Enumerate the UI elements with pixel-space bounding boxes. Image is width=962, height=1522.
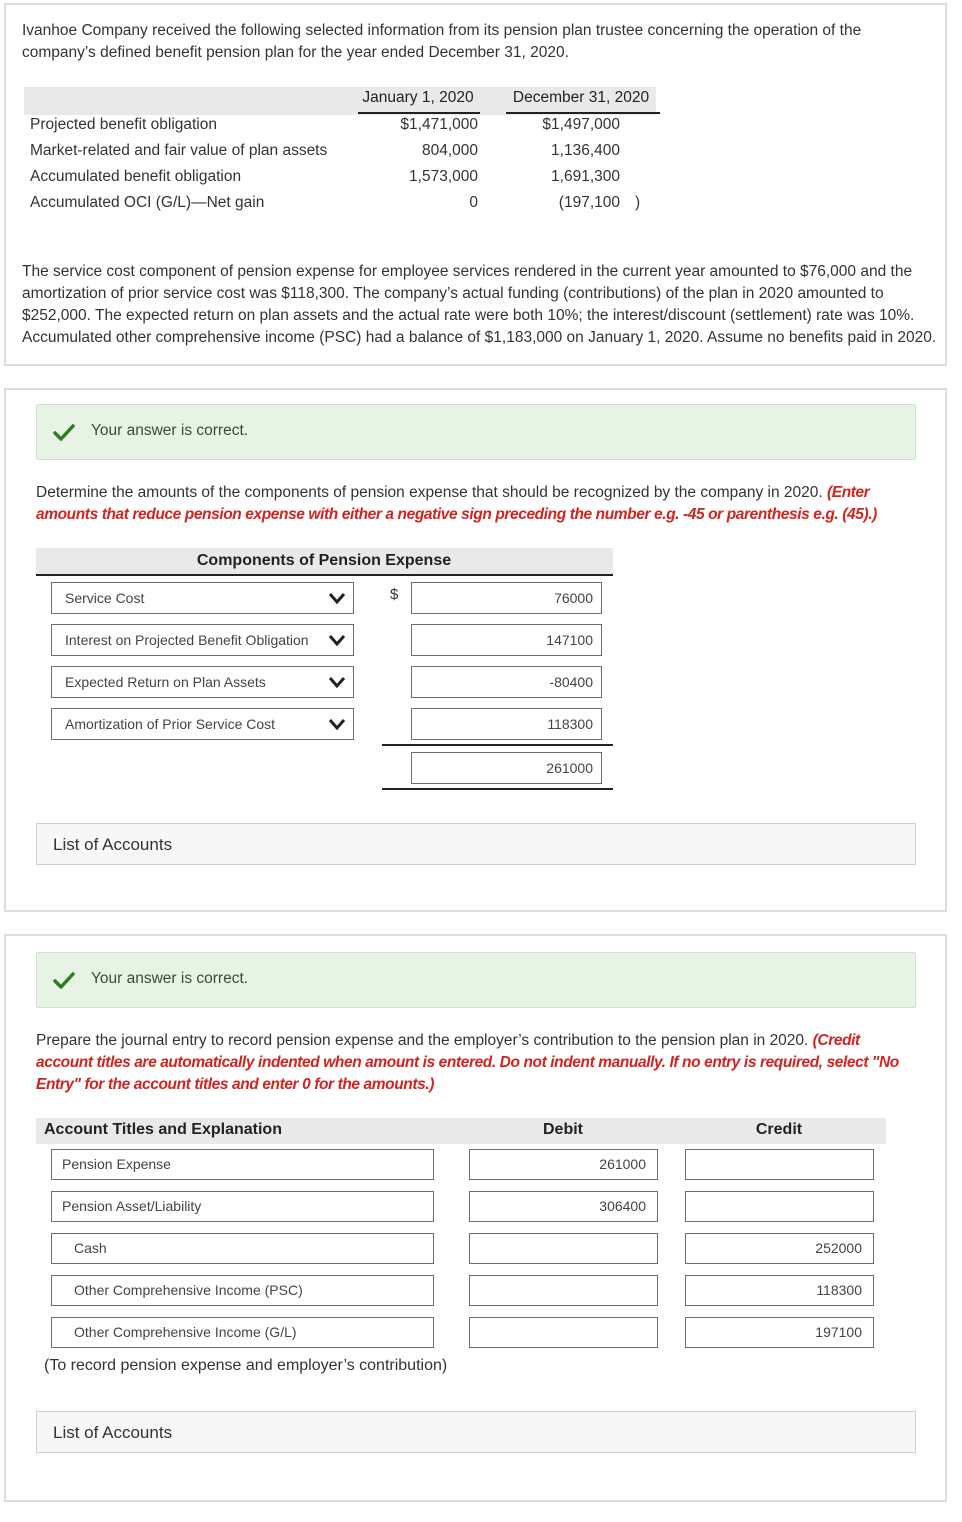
list-of-accounts-label: List of Accounts: [53, 835, 173, 854]
input-value: 261000: [546, 760, 593, 776]
account-title-input[interactable]: [51, 1233, 434, 1264]
instruction-text: Determine the amounts of the components of pension expense that should be recognized by the company in 2020.: [36, 484, 823, 501]
credit-input[interactable]: [685, 1233, 874, 1264]
header-credit: Credit: [755, 1121, 803, 1138]
journal-explanation: (To record pension expense and employer’s contribution): [44, 1357, 448, 1374]
input-value: Other Comprehensive Income (PSC): [74, 1282, 303, 1298]
row-value-jan: 1,573,000: [409, 168, 478, 185]
debit-input[interactable]: [469, 1317, 658, 1348]
debit-input[interactable]: [469, 1233, 658, 1264]
row-label: Projected benefit obligation: [30, 116, 217, 133]
row-value-jan: $1,471,000: [400, 116, 478, 133]
credit-input[interactable]: [685, 1275, 874, 1306]
column-header-jan: January 1, 2020: [362, 89, 474, 106]
input-value: Pension Expense: [62, 1156, 171, 1172]
problem-details: The service cost component of pension expense for employee services rendered in the current year amounted to $76,000 and the amortization of prior service cost was $118,300. The company’s actual funding (contributions) of the plan in 2020 amounted to $252,000. The expected return on plan assets and the actual rate were both 10%; the interest/discount (settlement) rate was 10%. Accumulated other comprehensive income (PSC) had a balance of $1,183,000 on January 1, 2020. Assume no benefits paid in 2020.: [22, 263, 937, 346]
input-value: 197100: [815, 1324, 862, 1340]
data-table-row: [6, 116, 686, 142]
part1-instruction: [36, 482, 916, 526]
credit-input[interactable]: [685, 1149, 874, 1180]
chevron-down-icon: [328, 675, 346, 689]
component-select-interest[interactable]: [51, 624, 354, 656]
amount-input-expected-return[interactable]: [411, 666, 602, 698]
part1-panel: [4, 388, 947, 912]
list-of-accounts-button[interactable]: [36, 823, 916, 865]
components-title: Components of Pension Expense: [196, 552, 452, 569]
check-icon: [53, 971, 75, 991]
input-value: 306400: [599, 1198, 646, 1214]
chevron-down-icon: [328, 717, 346, 731]
input-value: -80400: [549, 674, 593, 690]
check-icon: [53, 423, 75, 443]
data-table-row: [6, 142, 686, 168]
account-title-input[interactable]: [51, 1275, 434, 1306]
row-label: Market-related and fair value of plan assets: [30, 142, 328, 159]
component-select-service-cost[interactable]: [51, 582, 354, 614]
input-value: 147100: [546, 632, 593, 648]
component-select-amortization[interactable]: [51, 708, 354, 740]
data-table-row: [6, 194, 686, 220]
row-value-jan: 0: [469, 194, 478, 211]
input-value: 118300: [816, 1282, 862, 1298]
part2-instruction: [36, 1030, 916, 1096]
row-value-dec: (197,100: [558, 194, 620, 211]
currency-symbol: $: [390, 586, 399, 603]
component-select-expected-return[interactable]: [51, 666, 354, 698]
account-title-input[interactable]: [51, 1191, 434, 1222]
problem-intro: Ivanhoe Company received the following selected information from its pension plan trustee concerning the operation of the company’s defined benefit pension plan for the year ended December 31, 2020.: [22, 22, 862, 61]
debit-input[interactable]: [469, 1191, 658, 1222]
instruction-note: (Enter amounts that reduce pension expense with either a negative sign preceding the number e.g. -45 or parenthesis e.g. (45).): [36, 484, 877, 523]
column-header-dec: December 31, 2020: [512, 89, 650, 106]
chevron-down-icon: [328, 633, 346, 647]
data-table-row: [6, 168, 686, 194]
amount-input-service-cost[interactable]: [411, 582, 602, 614]
row-value-paren: ): [635, 194, 641, 211]
row-value-dec: 1,691,300: [551, 168, 620, 185]
input-value: Pension Asset/Liability: [62, 1198, 202, 1214]
row-value-dec: 1,136,400: [551, 142, 620, 159]
account-title-input[interactable]: [51, 1149, 434, 1180]
amount-input-amortization[interactable]: [411, 708, 602, 740]
input-value: 76000: [554, 590, 593, 606]
problem-panel: [4, 3, 947, 366]
feedback-banner: [36, 404, 916, 460]
feedback-text: Your answer is correct.: [91, 970, 249, 987]
instruction-note: (Credit account titles are automatically indented when amount is entered. Do not indent manually. If no entry is required, select "No Entry" for the account titles and enter 0 for the amounts.): [36, 1032, 899, 1093]
select-value: Expected Return on Plan Assets: [65, 674, 266, 690]
debit-input[interactable]: [469, 1275, 658, 1306]
row-label: Accumulated OCI (G/L)—Net gain: [30, 194, 265, 211]
header-account-titles: Account Titles and Explanation: [44, 1121, 282, 1138]
part2-panel: [4, 934, 947, 1502]
column-underline: [358, 112, 480, 114]
row-value-jan: 804,000: [421, 142, 478, 159]
total-rule-top: [382, 744, 613, 746]
column-underline: [506, 112, 660, 114]
feedback-banner: [36, 952, 916, 1008]
instruction-text: Prepare the journal entry to record pension expense and the employer’s contribution to the pension plan in 2020.: [36, 1032, 809, 1049]
row-label: Accumulated benefit obligation: [30, 168, 242, 185]
select-value: Service Cost: [65, 590, 145, 606]
chevron-down-icon: [328, 591, 346, 605]
account-title-input[interactable]: [51, 1317, 434, 1348]
input-value: 261000: [599, 1156, 646, 1172]
list-of-accounts-button[interactable]: [36, 1411, 916, 1453]
input-value: Cash: [74, 1240, 107, 1256]
amount-input-interest[interactable]: [411, 624, 602, 656]
total-rule-bottom: [382, 788, 613, 790]
list-of-accounts-label: List of Accounts: [53, 1423, 173, 1442]
select-value: Interest on Projected Benefit Obligation: [65, 632, 309, 648]
row-value-dec: $1,497,000: [542, 116, 620, 133]
debit-input[interactable]: [469, 1149, 658, 1180]
select-value: Amortization of Prior Service Cost: [65, 716, 276, 732]
input-value: 252000: [815, 1240, 862, 1256]
header-debit: Debit: [543, 1121, 583, 1138]
input-value: 118300: [547, 716, 593, 732]
amount-input-total[interactable]: [411, 752, 602, 784]
feedback-text: Your answer is correct.: [91, 422, 249, 439]
input-value: Other Comprehensive Income (G/L): [74, 1324, 297, 1340]
credit-input[interactable]: [685, 1191, 874, 1222]
credit-input[interactable]: [685, 1317, 874, 1348]
